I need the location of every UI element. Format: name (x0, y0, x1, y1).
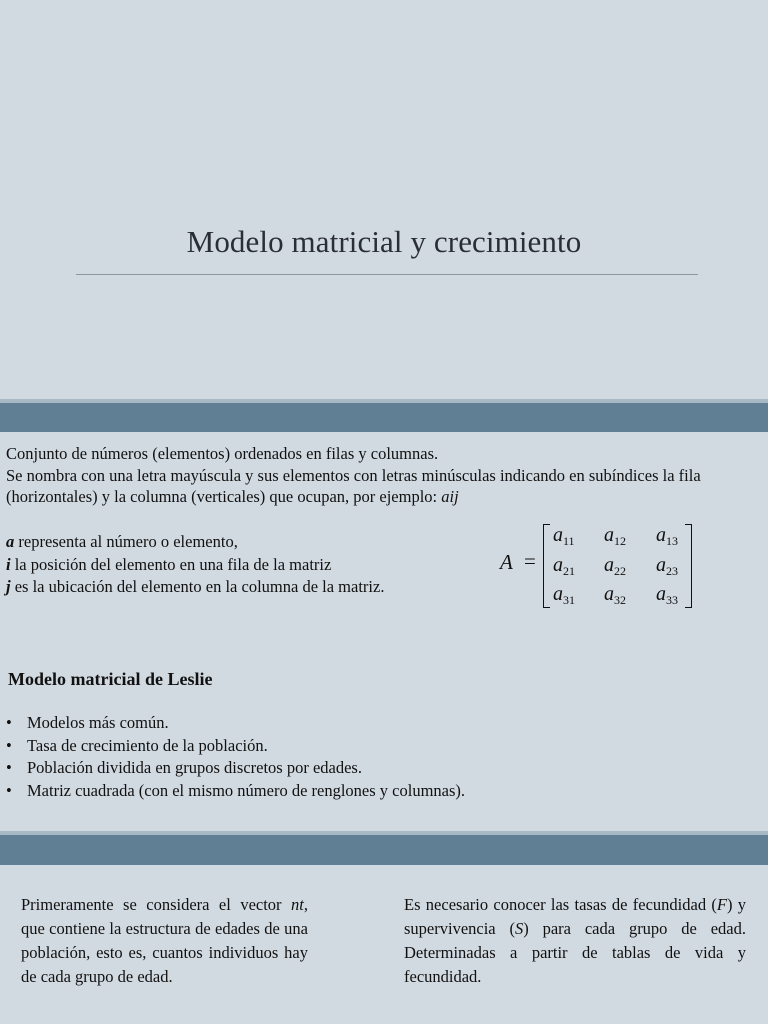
leslie-bullet-list (6, 712, 465, 802)
matrix-cell: $a_{11}$ (553, 524, 575, 548)
definitions (6, 531, 476, 599)
list-item: • Tasa de crecimiento de la población. (6, 735, 465, 758)
definition-j-symbol: j (6, 577, 11, 596)
matrix-name: A (500, 550, 513, 574)
matrix-cell: $a_{22}$ (604, 554, 626, 578)
matrix-cell: $a_{13}$ (656, 524, 678, 548)
definition-j-text: es la ubicación del elemento en la columna de la matriz. (10, 577, 385, 596)
bullet-icon: • (6, 713, 12, 732)
bullet-icon: • (6, 758, 12, 777)
definition-i (6, 554, 476, 577)
matrix-cell: $a_{31}$ (553, 583, 575, 607)
definition-i-symbol: i (6, 554, 11, 574)
intro-example: aij (441, 487, 459, 506)
definition-a (6, 531, 476, 554)
list-item: • Población dividida en grupos discretos por edades. (6, 757, 465, 780)
bullet-icon: • (6, 780, 12, 800)
title-divider (76, 274, 698, 275)
definition-a-symbol: a (6, 532, 15, 551)
leslie-heading: Modelo matricial de Leslie (8, 669, 213, 689)
intro-line-2 (6, 465, 762, 508)
bullet-icon: • (6, 735, 12, 755)
intro-text (6, 443, 762, 508)
intro-line-2-text: Se nombra con una letra mayúscula y sus elementos con letras minúsculas indicando en subíndices la fila (horizontales) y la columna (verticales) que ocupan, por ejemplo: (6, 465, 701, 506)
matrix-left-bracket (543, 524, 550, 608)
text-column-left: Primeramente se considera el vector nt, que contiene la estructura de edades de una población, esto es, cuantos individuos hay de cada grupo de edad. (21, 895, 308, 986)
slide-title: Modelo matricial y crecimiento (186, 224, 582, 259)
matrix-cell: $a_{23}$ (656, 554, 678, 578)
definition-a-text: representa al número o elemento, (14, 532, 238, 551)
matrix-cell: $a_{21}$ (553, 554, 575, 578)
matrix-cell: $a_{12}$ (604, 524, 626, 548)
list-item: • Modelos más común. (6, 712, 465, 735)
section-band-top (0, 403, 768, 432)
definition-i-text: la posición del elemento en una fila de la matriz (10, 554, 332, 574)
symbol-f: F (716, 895, 727, 914)
matrix-cell: $a_{32}$ (604, 583, 626, 607)
matrix-equals: = (524, 549, 536, 573)
list-item: • Matriz cuadrada (con el mismo número de renglones y columnas). (6, 780, 465, 803)
section-band-bottom (0, 835, 768, 865)
text-column-right: Es necesario conocer las tasas de fecundidad (F) y supervivencia (S) para cada grupo de edad. Determinadas a partir de tablas de vida y fecundidad. (404, 895, 747, 986)
matrix-cell: $a_{33}$ (656, 583, 678, 607)
definition-j (6, 576, 476, 599)
matrix-formula (500, 521, 700, 611)
vector-name: nt (291, 895, 304, 914)
symbol-s: S (515, 919, 524, 938)
intro-line-1: Conjunto de números (elementos) ordenados en filas y columnas. (6, 444, 439, 463)
